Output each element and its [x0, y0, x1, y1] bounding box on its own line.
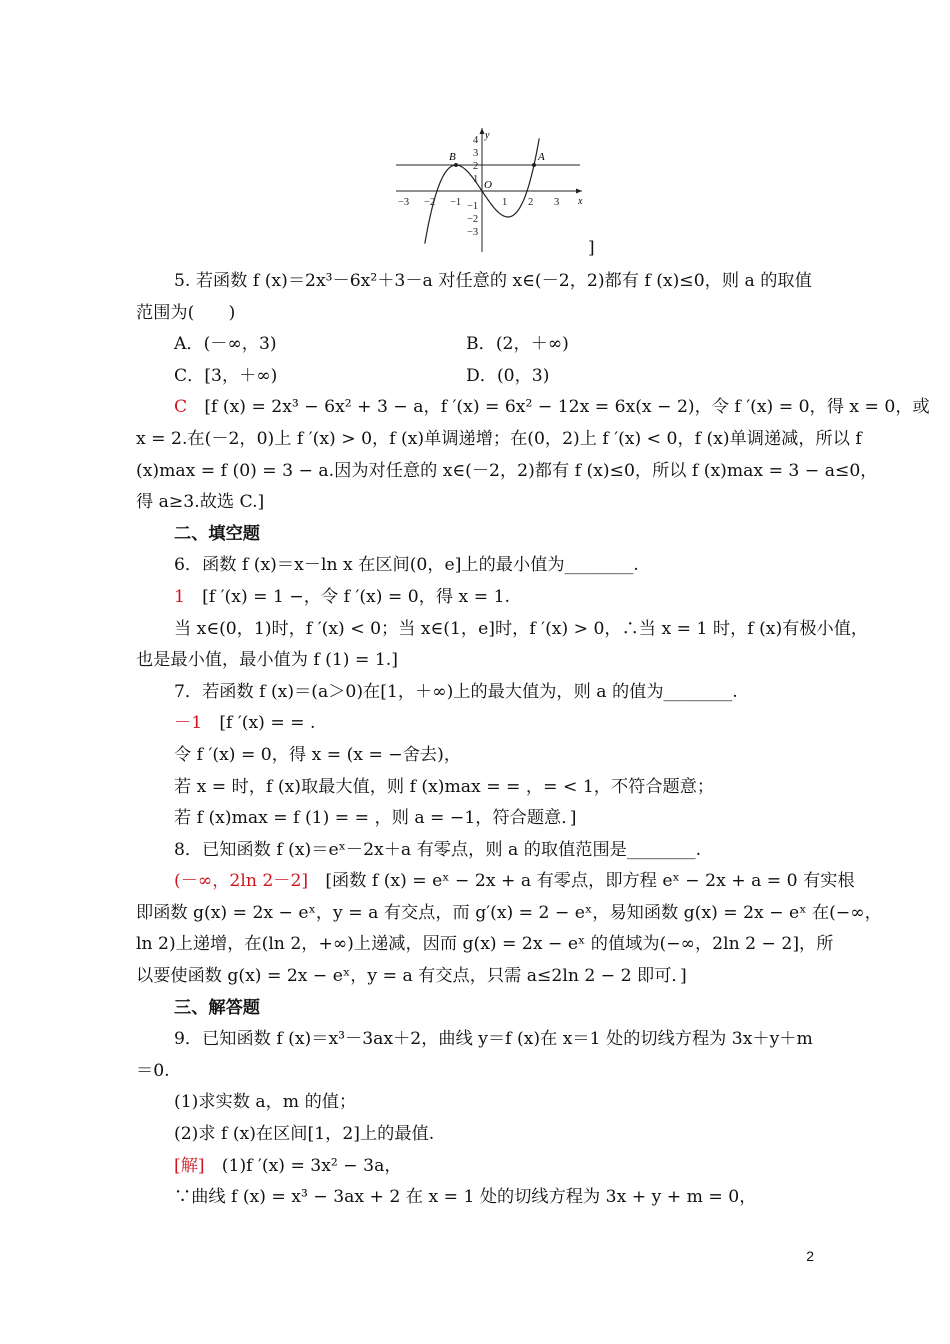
section-heading: 三、解答题 — [174, 997, 260, 1018]
line-text: (2)求 f (x)在区间[1，2]上的最值. — [174, 1124, 435, 1145]
x-axis-label: x — [578, 196, 583, 207]
text-line — [136, 677, 816, 709]
answer-marker: C — [174, 397, 188, 418]
line-text: 即函数 g(x) = 2x − eˣ，y = a 有交点，而 g′(x) = 2 − eˣ，易知函数 g(x) = 2x − eˣ 在(−∞， — [136, 902, 882, 923]
y-tick-label: −3 — [467, 227, 479, 238]
line-text: [函数 f (x) = eˣ − 2x + a 有零点，即方程 eˣ − 2x + a = 0 有实根 — [308, 871, 855, 892]
text-line — [136, 266, 816, 298]
text-line — [136, 1119, 816, 1151]
text-line — [136, 835, 816, 867]
text-line — [136, 645, 816, 677]
y-tick-label: 3 — [473, 148, 479, 159]
text-line — [136, 772, 816, 804]
cubic-function-graph — [392, 124, 588, 256]
text-line — [136, 961, 816, 993]
document-body — [136, 266, 930, 1214]
line-text: (1)f ′(x) = 3x² − 3a， — [204, 1155, 402, 1176]
x-tick-label: −1 — [450, 197, 462, 208]
text-line — [136, 361, 816, 393]
text-line — [136, 803, 816, 835]
answer-marker: (－∞，2ln 2－2] — [174, 871, 309, 892]
text-line — [136, 1151, 816, 1183]
text-line — [136, 866, 855, 898]
x-tick-label: 1 — [502, 197, 508, 208]
point-b — [454, 163, 458, 167]
text-line — [136, 898, 882, 930]
y-axis-label: y — [485, 130, 490, 141]
answer-marker: 1 — [174, 586, 185, 607]
text-line — [136, 1056, 816, 1088]
line-text: 8．已知函数 f (x)＝eˣ－2x＋a 有零点，则 a 的取值范围是________. — [174, 839, 702, 860]
point-b-label: B — [449, 151, 456, 163]
text-line — [136, 487, 816, 519]
line-text: 若 x = 时，f (x)取最大值，则 f (x)max = = ，= < 1，不符合题意； — [174, 776, 715, 797]
line-text: x = 2.在(－2，0)上 f ′(x) > 0，f (x)单调递增；在(0，2)上 f ′(x) < 0，f (x)单调递减，所以 f — [136, 428, 862, 449]
choice-option: D．(0，3) — [466, 365, 550, 386]
text-line — [136, 1087, 816, 1119]
line-text: (1)求实数 a，m 的值； — [174, 1092, 357, 1113]
text-line — [136, 582, 816, 614]
line-text: 5. 若函数 f (x)＝2x³－6x²＋3－a 对任意的 x∈(－2，2)都有 f (x)≤0，则 a 的取值 — [174, 271, 812, 291]
bracket-close: ] — [588, 238, 595, 258]
line-text: 7．若函数 f (x)＝(a＞0)在[1，＋∞)上的最大值为，则 a 的值为________. — [174, 681, 738, 702]
choice-option: C．[3，＋∞) — [174, 365, 278, 386]
line-text: 6．函数 f (x)＝x－ln x 在区间(0，e]上的最小值为________. — [174, 555, 639, 576]
x-tick-label: 2 — [528, 197, 534, 208]
text-line — [136, 708, 816, 740]
text-line — [136, 550, 816, 582]
choice-option: B．(2，＋∞) — [466, 334, 569, 355]
answer-marker: [解] — [174, 1155, 205, 1176]
text-line — [136, 929, 834, 961]
line-text: 范围为( ) — [136, 302, 236, 323]
x-tick-label: −2 — [424, 197, 436, 208]
text-line — [136, 424, 862, 456]
y-tick-label: −1 — [467, 201, 479, 212]
text-line — [136, 614, 869, 646]
point-a-label: A — [538, 151, 545, 163]
line-text: 令 f ′(x) = 0，得 x = (x = −舍去)， — [174, 744, 462, 765]
line-text: 9．已知函数 f (x)＝x³－3ax＋2，曲线 y＝f (x)在 x＝1 处的切线方程为 3x＋y＋m — [174, 1029, 813, 1050]
x-tick-label: −3 — [398, 197, 410, 208]
line-text: ＝0. — [136, 1060, 170, 1081]
x-tick-label: 3 — [554, 197, 560, 208]
text-line — [136, 519, 816, 551]
text-line — [136, 392, 930, 424]
line-text: [f ′(x) = = . — [202, 713, 316, 734]
y-tick-label: 1 — [473, 174, 479, 185]
line-text: 若 f (x)max = f (1) = = ，则 a = −1，符合题意．] — [174, 808, 577, 829]
y-tick-label: 4 — [473, 135, 479, 146]
y-tick-label: −2 — [467, 214, 479, 225]
origin-label: O — [484, 179, 492, 191]
text-line — [136, 993, 816, 1025]
page-number: 2 — [806, 1248, 814, 1264]
text-line — [136, 298, 816, 330]
text-line — [136, 456, 878, 488]
text-line — [136, 740, 816, 772]
point-a — [532, 163, 536, 167]
line-text: [f ′(x) = 1 −，令 f ′(x) = 0，得 x = 1. — [184, 586, 510, 607]
line-text: [f (x) = 2x³ − 6x² + 3 − a，f ′(x) = 6x² − 12x = 6x(x − 2)，令 f ′(x) = 0，得 x = 0，或 — [187, 397, 930, 418]
line-text: (x)max = f (0) = 3 − a.因为对任意的 x∈(－2，2)都有 f (x)≤0，所以 f (x)max = 3 − a≤0， — [136, 460, 878, 481]
y-tick-label: 2 — [473, 161, 479, 172]
line-text: ∵曲线 f (x) = x³ − 3ax + 2 在 x = 1 处的切线方程为 3x + y + m = 0， — [174, 1187, 757, 1208]
line-text: 以要使函数 g(x) = 2x − eˣ，y = a 有交点，只需 a≤2ln 2 − 2 即可．] — [136, 966, 687, 987]
text-line — [136, 1024, 816, 1056]
text-line — [136, 1182, 816, 1214]
text-line — [136, 329, 816, 361]
line-text: ln 2)上递增，在(ln 2，+∞)上递减，因而 g(x) = 2x − eˣ 的值域为(−∞，2ln 2 − 2]，所 — [136, 934, 834, 955]
section-heading: 二、填空题 — [174, 523, 260, 544]
line-text: 也是最小值，最小值为 f (1) = 1.] — [136, 650, 398, 671]
choice-option: A．(－∞，3) — [174, 334, 277, 355]
line-text: 得 a≥3.故选 C.] — [136, 492, 265, 513]
line-text: 当 x∈(0，1)时，f ′(x) < 0；当 x∈(1，e]时，f ′(x) > 0，∴当 x = 1 时，f (x)有极小值， — [174, 618, 869, 639]
answer-marker: －1 — [174, 713, 203, 734]
